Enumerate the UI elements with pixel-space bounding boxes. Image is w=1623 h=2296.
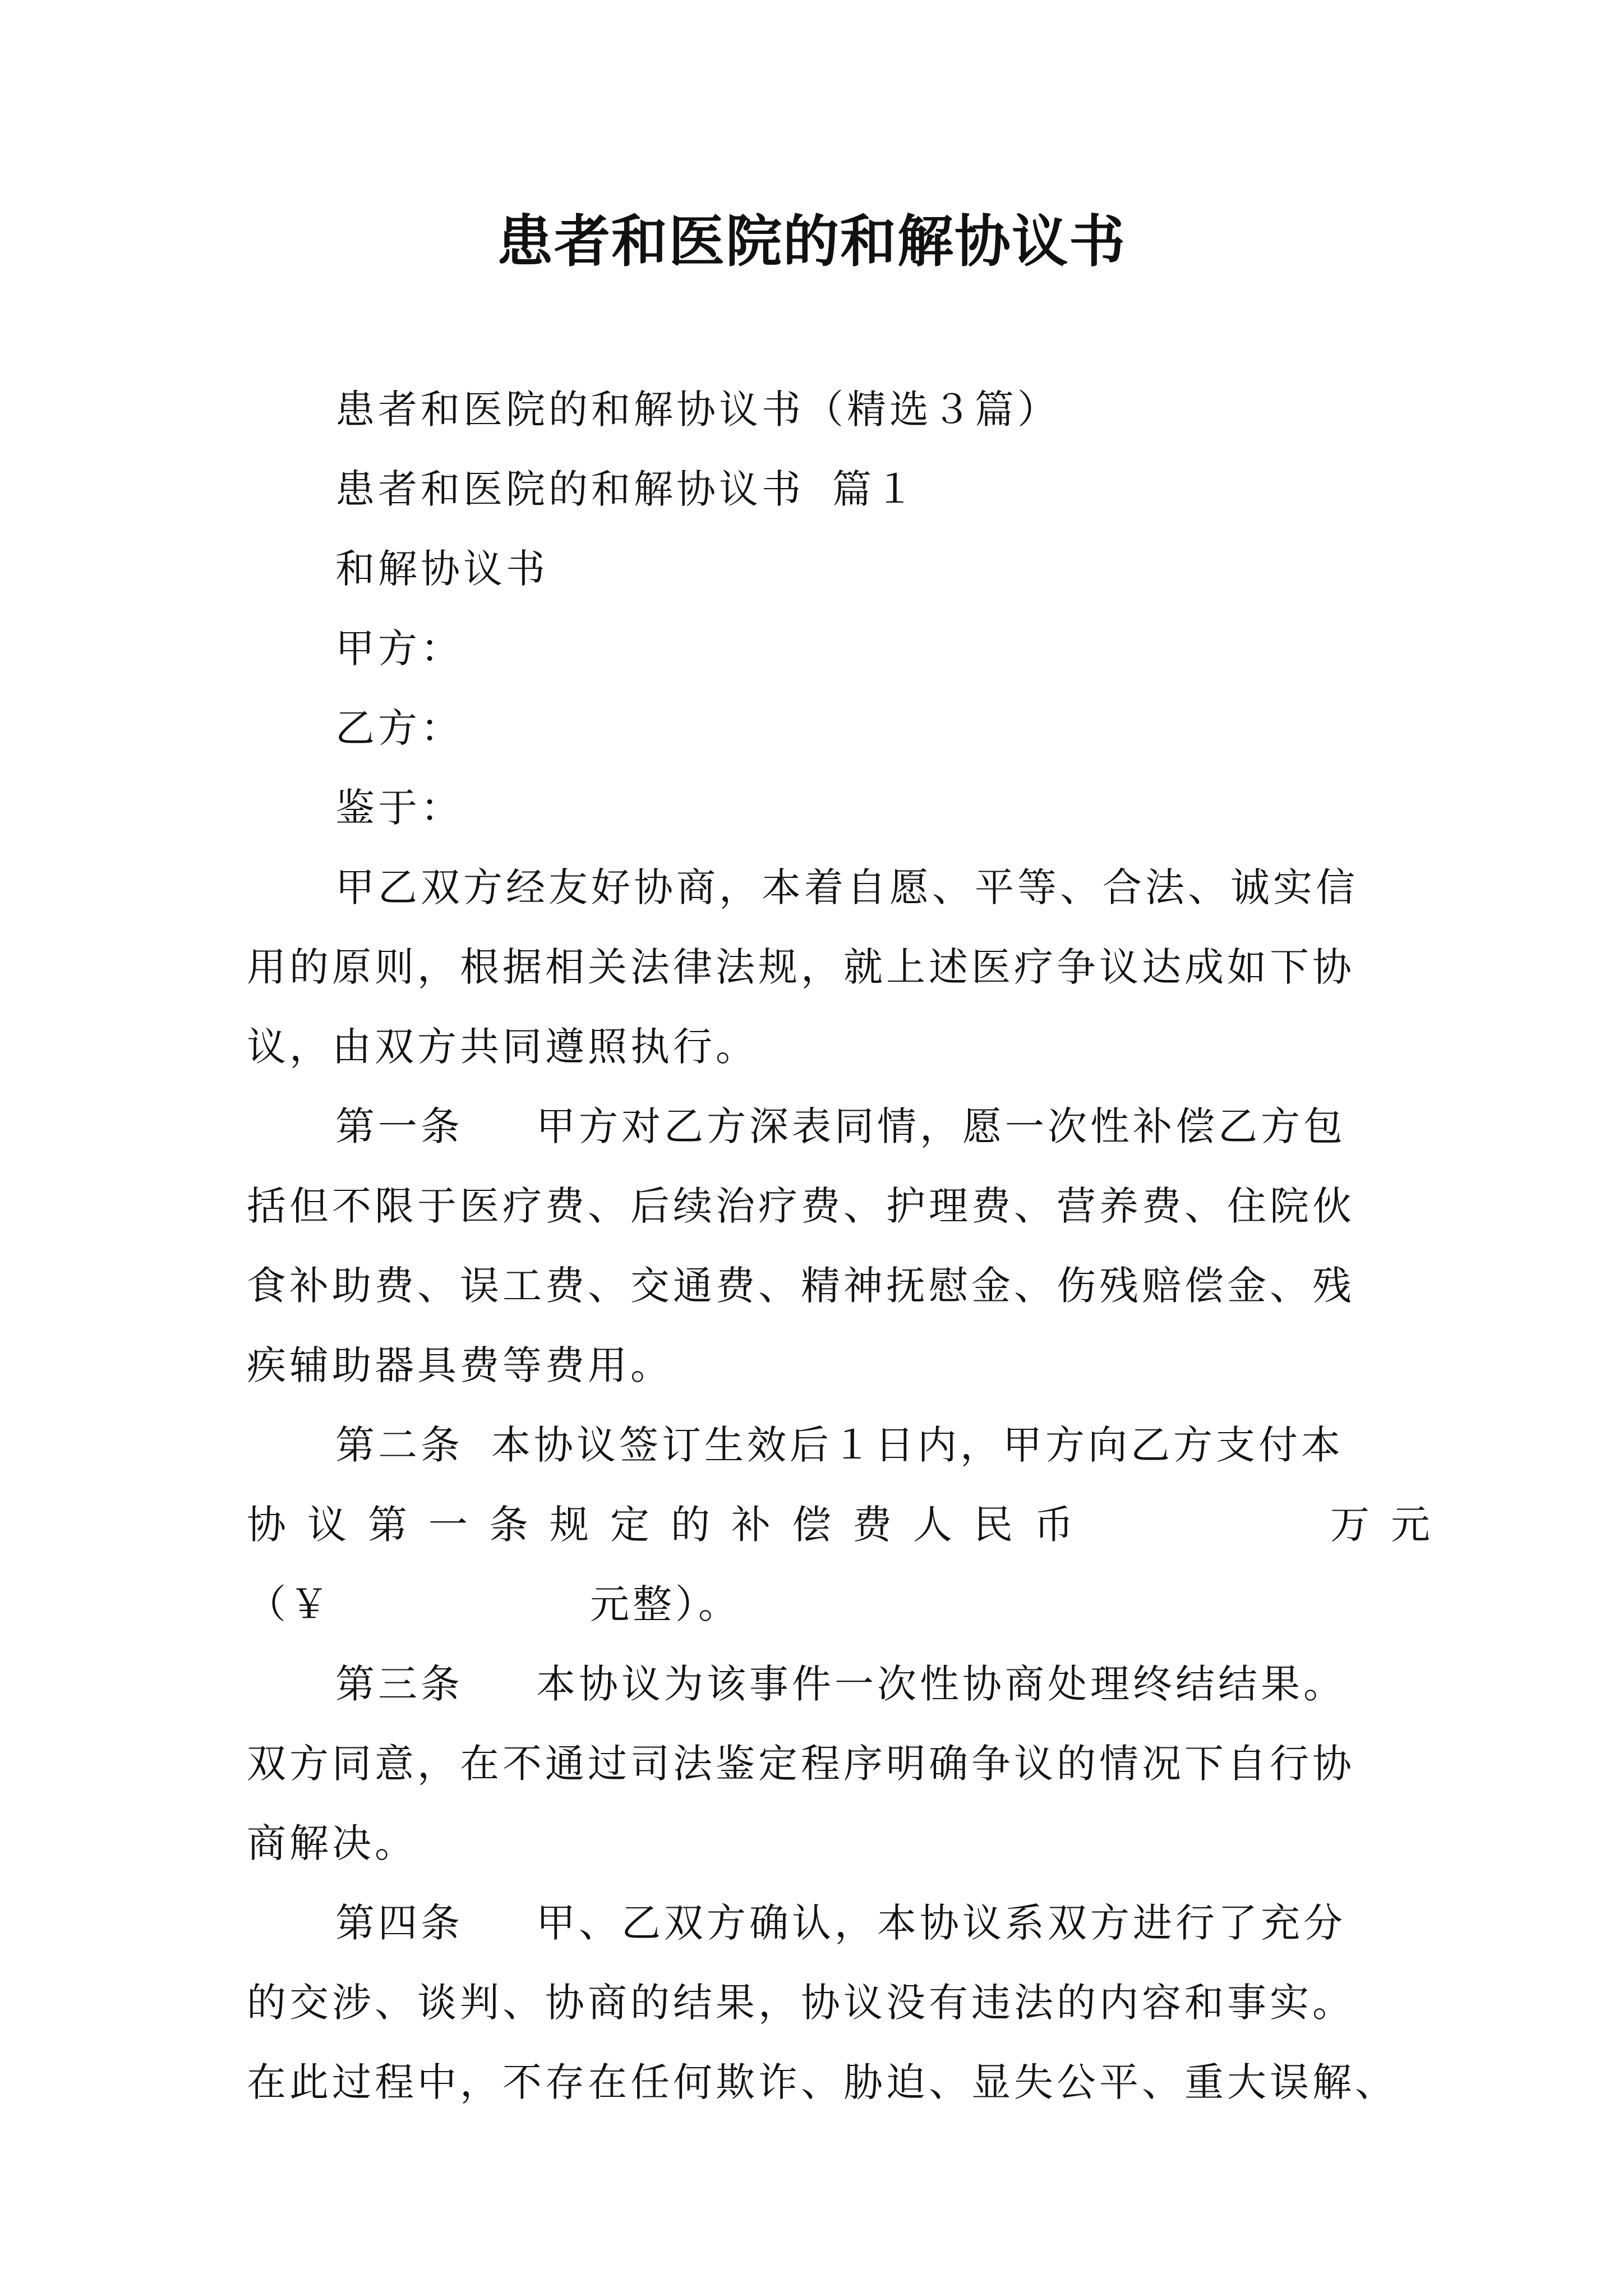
article-4-first-line bbox=[335, 1895, 1346, 1951]
section-heading-text: 患者和医院的和解协议书 bbox=[335, 466, 804, 512]
article-2-label: 第二条 bbox=[335, 1422, 463, 1468]
article-2-amount-unit: 万元 bbox=[1330, 1502, 1451, 1548]
article-2-rmb-close: 元整）。 bbox=[590, 1581, 741, 1627]
article-1-line: 疾辅助器具费等费用。 bbox=[247, 1342, 673, 1388]
article-1-line: 括但不限于医疗费、后续治疗费、护理费、营养费、住院伙 bbox=[247, 1183, 1355, 1229]
section-heading-part: 篇１ bbox=[832, 466, 917, 512]
article-3-text: 本协议为该事件一次性协商处理终结结果。 bbox=[536, 1661, 1346, 1707]
preamble-line: 用的原则，根据相关法律法规，就上述医疗争议达成如下协 bbox=[247, 944, 1355, 990]
article-2-text: 本协议签订生效后１日内，甲方向乙方支付本 bbox=[491, 1422, 1344, 1468]
article-1-line: 食补助费、误工费、交通费、精神抚慰金、伤残赔偿金、残 bbox=[247, 1263, 1355, 1309]
document-subtitle: 患者和医院的和解协议书（精选３篇） bbox=[335, 386, 1060, 432]
article-2-rmb-line bbox=[247, 1576, 741, 1632]
article-3-first-line bbox=[335, 1656, 1346, 1712]
whereas-label: 鉴于： bbox=[335, 785, 463, 831]
article-2-amount-text: 协议第一条规定的补偿费人民币 bbox=[247, 1502, 1095, 1548]
article-3-line: 双方同意，在不通过司法鉴定程序明确争议的情况下自行协 bbox=[247, 1741, 1355, 1787]
article-2-first-line bbox=[335, 1417, 1344, 1473]
agreement-heading: 和解协议书 bbox=[335, 546, 548, 592]
article-4-line: 的交涉、谈判、协商的结果，协议没有违法的内容和事实。 bbox=[247, 1980, 1355, 2026]
preamble-line: 议，由双方共同遵照执行。 bbox=[247, 1024, 758, 1070]
party-a-label: 甲方： bbox=[335, 625, 463, 671]
document-title: 患者和医院的和解协议书 bbox=[497, 208, 1126, 274]
article-3-line: 商解决。 bbox=[247, 1820, 417, 1866]
preamble-line: 甲乙双方经友好协商，本着自愿、平等、合法、诚实信 bbox=[335, 864, 1358, 910]
article-2-amount-line bbox=[247, 1497, 1451, 1553]
article-4-label: 第四条 bbox=[335, 1900, 463, 1946]
article-1-label: 第一条 bbox=[335, 1103, 463, 1149]
article-1-text: 甲方对乙方深表同情，愿一次性补偿乙方包 bbox=[536, 1103, 1346, 1149]
article-2-rmb-open: （￥ bbox=[247, 1581, 332, 1627]
party-b-label: 乙方： bbox=[335, 705, 463, 751]
article-1-first-line bbox=[335, 1098, 1346, 1154]
article-4-text: 甲、乙双方确认，本协议系双方进行了充分 bbox=[536, 1900, 1346, 1946]
article-4-line: 在此过程中，不存在任何欺诈、胁迫、显失公平、重大误解、 bbox=[247, 2059, 1398, 2105]
section-heading bbox=[335, 461, 917, 517]
article-3-label: 第三条 bbox=[335, 1661, 463, 1707]
